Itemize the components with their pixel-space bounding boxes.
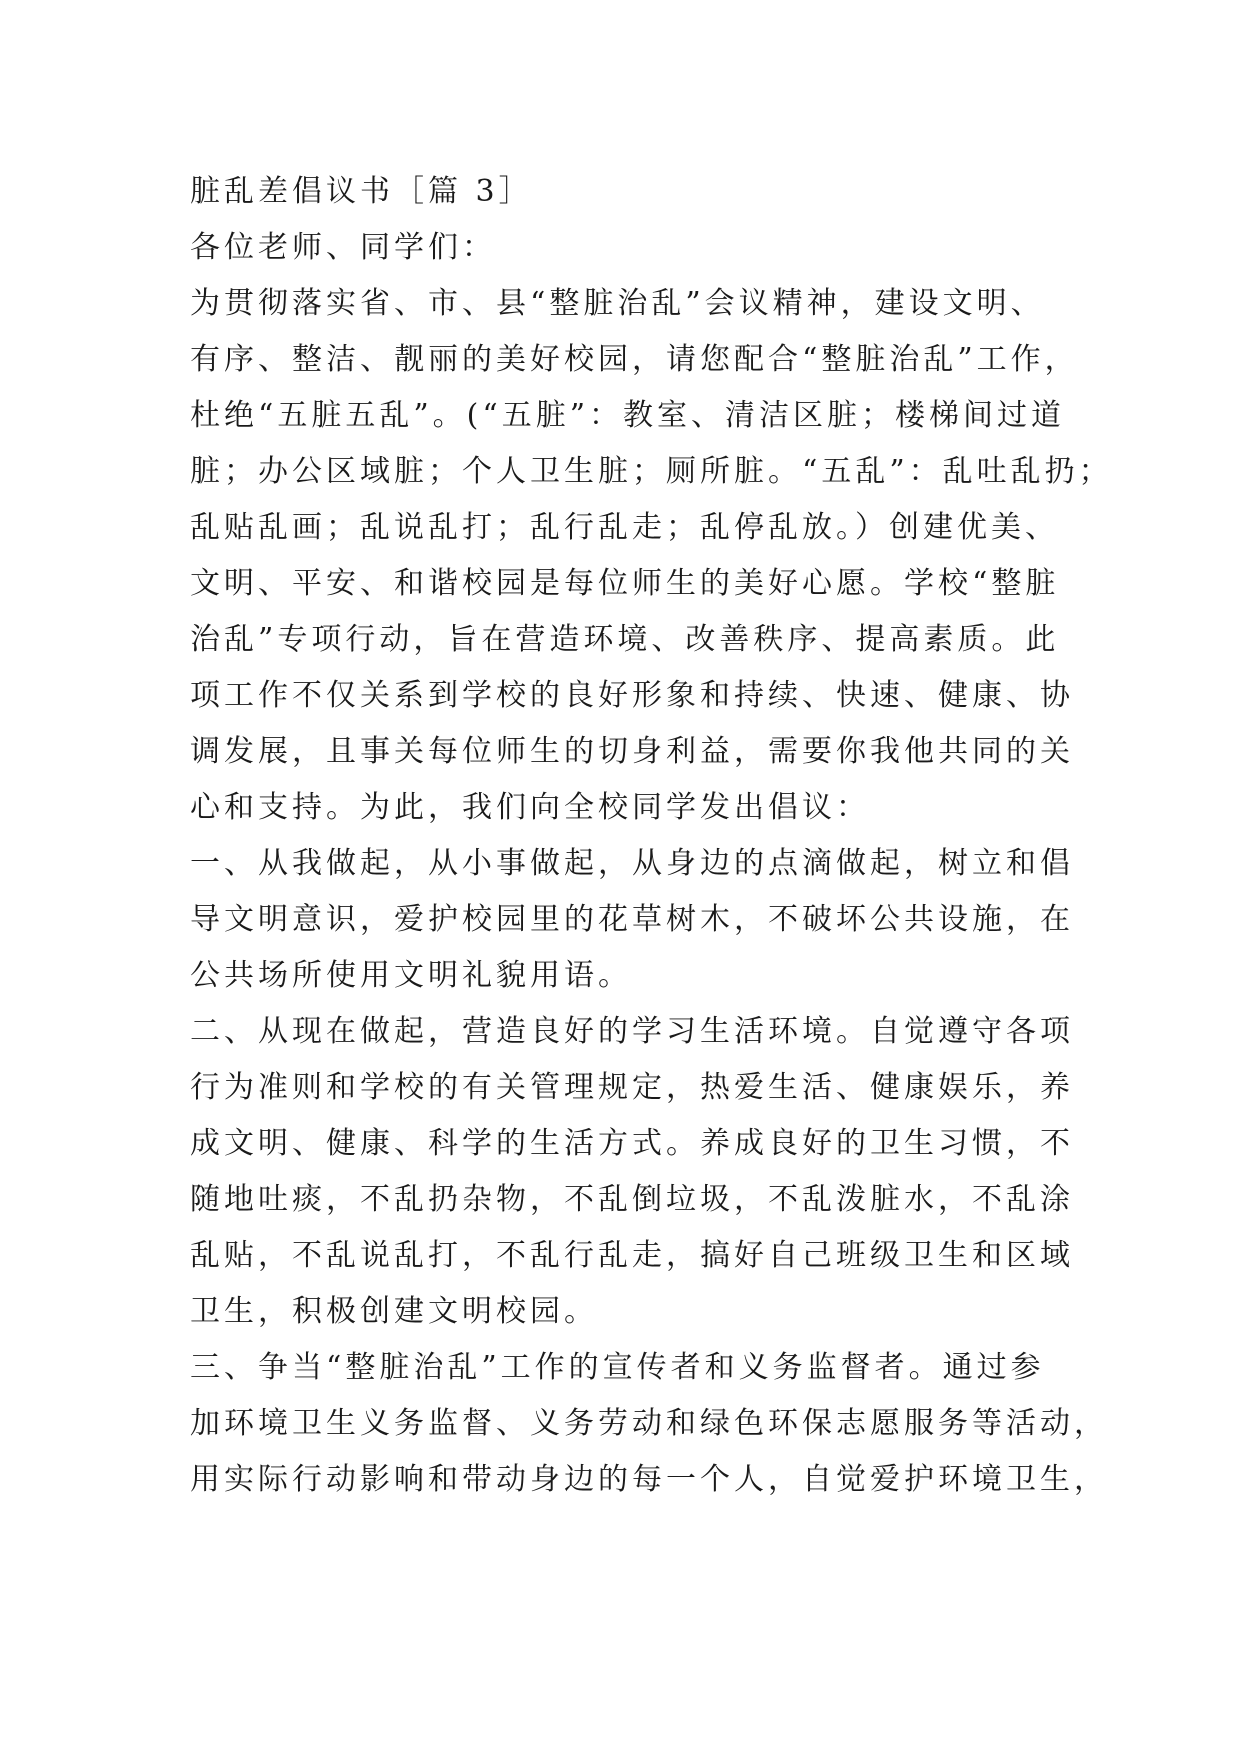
body-line: 公共场所使用文明礼貌用语。 [190, 958, 632, 993]
body-line: 为贯彻落实省、市、县“整脏治乱”会议精神，建设文明、 [190, 286, 1045, 321]
body-line: 治乱”专项行动，旨在营造环境、改善秩序、提高素质。此 [190, 622, 1060, 657]
body-line: 成文明、健康、科学的生活方式。养成良好的卫生习惯，不 [190, 1126, 1074, 1161]
body-line: 用实际行动影响和带动身边的每一个人，自觉爱护环境卫生， [190, 1462, 1108, 1497]
body-line: 加环境卫生义务监督、义务劳动和绿色环保志愿服务等活动， [190, 1406, 1108, 1441]
body-line: 乱贴乱画；乱说乱打；乱行乱走；乱停乱放。）创建优美、 [190, 510, 1059, 545]
body-line: 二、从现在做起，营造良好的学习生活环境。自觉遵守各项 [190, 1014, 1074, 1049]
document-title: 脏乱差倡议书［篇 3］ [190, 174, 533, 209]
body-line: 调发展，且事关每位师生的切身利益，需要你我他共同的关 [190, 734, 1074, 769]
body-line: 杜绝“五脏五乱”。(“五脏”：教室、清洁区脏；楼梯间过道 [190, 398, 1066, 433]
body-line: 脏；办公区域脏；个人卫生脏；厕所脏。“五乱”：乱吐乱扔； [190, 454, 1113, 489]
body-line: 心和支持。为此，我们向全校同学发出倡议： [190, 790, 870, 825]
body-line: 项工作不仅关系到学校的良好形象和持续、快速、健康、协 [190, 678, 1074, 713]
body-line: 有序、整洁、靓丽的美好校园，请您配合“整脏治乱”工作， [190, 342, 1079, 377]
body-line: 行为准则和学校的有关管理规定，热爱生活、健康娱乐，养 [190, 1070, 1074, 1105]
body-line: 随地吐痰，不乱扔杂物，不乱倒垃圾，不乱泼脏水，不乱涂 [190, 1182, 1074, 1217]
body-line: 导文明意识，爱护校园里的花草树木，不破坏公共设施，在 [190, 902, 1074, 937]
body-line: 文明、平安、和谐校园是每位师生的美好心愿。学校“整脏 [190, 566, 1060, 601]
salutation-line: 各位老师、同学们： [190, 230, 496, 265]
document-body [190, 164, 1113, 1508]
body-line: 乱贴，不乱说乱打，不乱行乱走，搞好自己班级卫生和区域 [190, 1238, 1074, 1273]
body-line: 三、争当“整脏治乱”工作的宣传者和义务监督者。通过参 [190, 1350, 1045, 1385]
body-line: 卫生，积极创建文明校园。 [190, 1294, 598, 1329]
body-line: 一、从我做起，从小事做起，从身边的点滴做起，树立和倡 [190, 846, 1074, 881]
